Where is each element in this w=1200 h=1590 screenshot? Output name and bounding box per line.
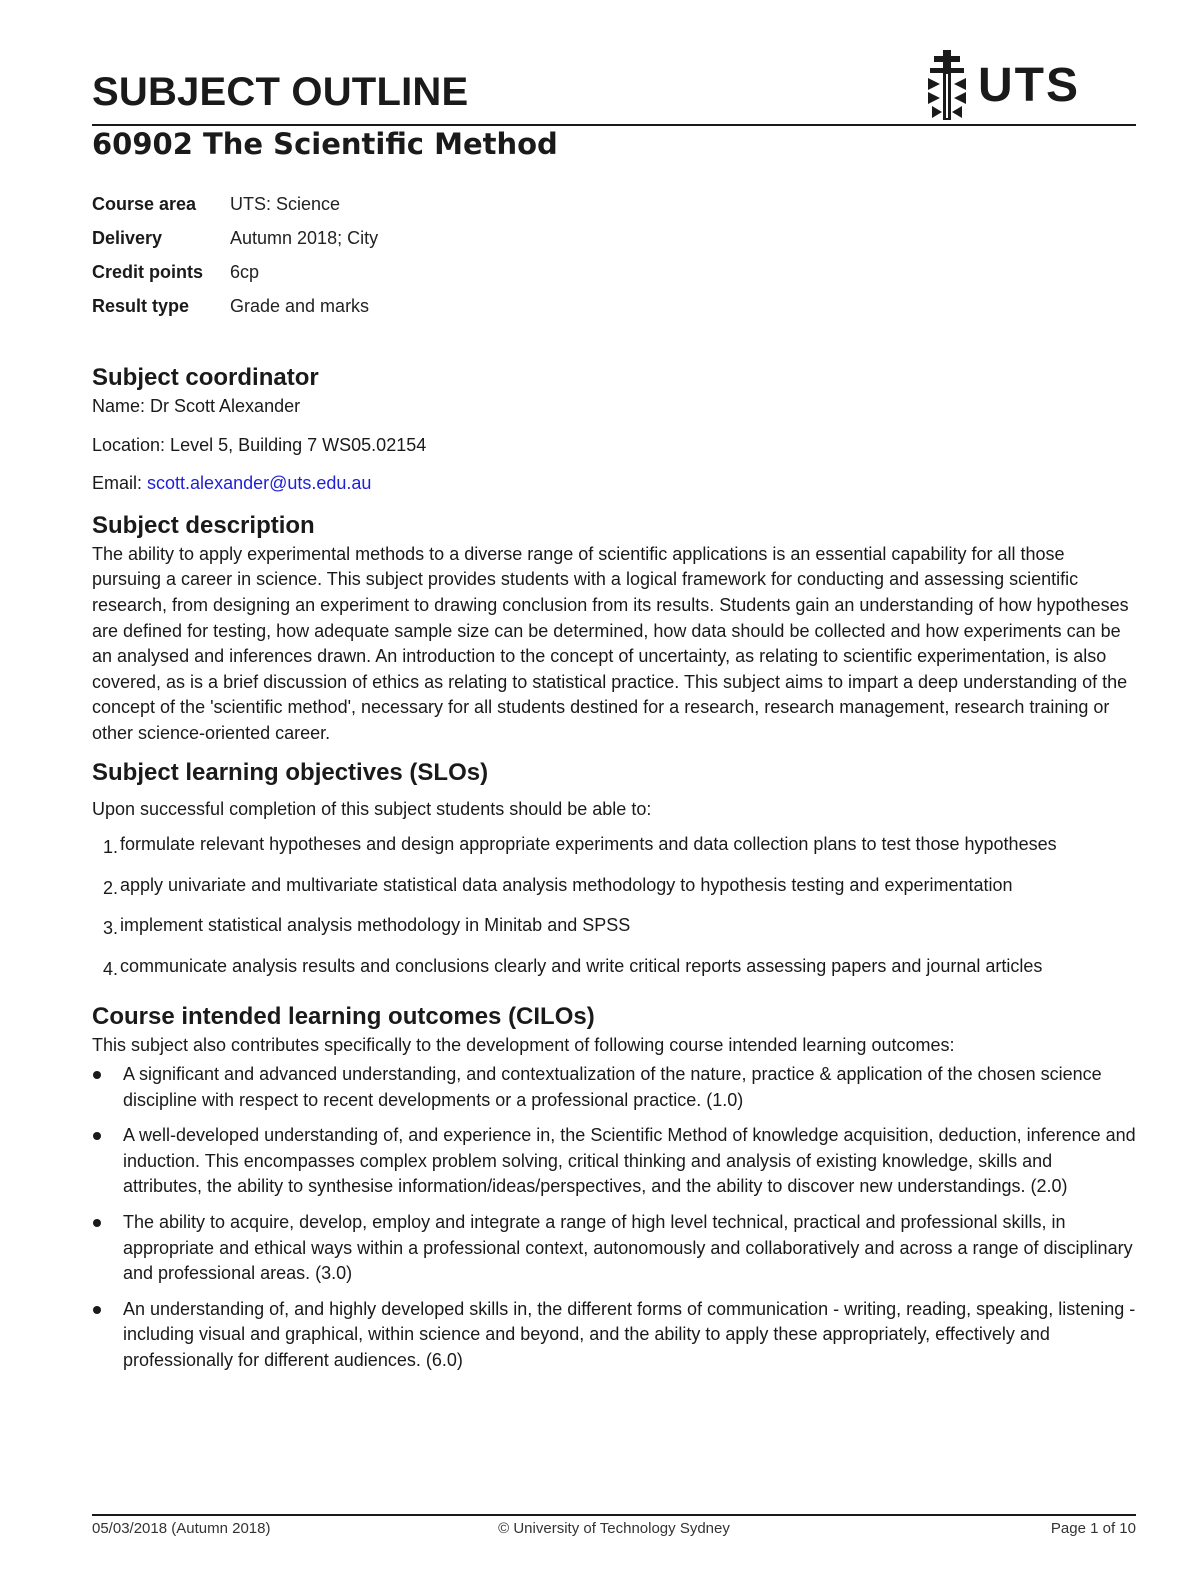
- coordinator-name: Name: Dr Scott Alexander: [92, 396, 301, 416]
- slo-text: formulate relevant hypotheses and design appropriate experiments and data collection plans to test those hypotheses: [120, 834, 1057, 855]
- slo-number: 2.: [102, 877, 118, 898]
- logo-text: UTS: [978, 59, 1080, 112]
- meta-value: Grade and marks: [230, 296, 370, 316]
- slo-item: [92, 954, 1136, 983]
- slo-number: 3.: [102, 918, 118, 939]
- slo-number: 4.: [102, 958, 118, 979]
- coordinator-email-link[interactable]: scott.alexander@uts.edu.au: [147, 473, 372, 494]
- meta-row-result-type: [92, 296, 378, 330]
- meta-label: Delivery: [92, 228, 163, 248]
- cilo-item: [92, 1123, 1136, 1200]
- cilo-list: [92, 1062, 1136, 1374]
- slo-list: [92, 832, 1136, 982]
- subject-title: 60902 The Scientific Method: [92, 127, 558, 161]
- document-title: SUBJECT OUTLINE: [92, 70, 469, 114]
- document-body: [92, 362, 1136, 1384]
- meta-label: Course area: [92, 194, 197, 214]
- meta-label: Credit points: [92, 262, 203, 282]
- meta-row-course-area: [92, 194, 378, 228]
- slo-intro: Upon successful completion of this subject students should be able to:: [92, 798, 652, 819]
- meta-value: UTS: Science: [230, 194, 341, 214]
- footer-page-number: Page 1 of 10: [1050, 1520, 1136, 1537]
- slo-text: communicate analysis results and conclusions clearly and write critical reports assessing papers and journal articles: [120, 955, 1043, 976]
- cilo-text: An understanding of, and highly developed skills in, the different forms of communication - writing, reading, speaking, listening - including visual and graphical, within science and beyond, and the ability to apply these appropriately, effectively and professionally for different audiences. (6.0): [123, 1298, 1136, 1371]
- slo-item: [92, 913, 1136, 942]
- cilo-section: [92, 1001, 1136, 1374]
- cilo-heading: Course intended learning outcomes (CILOs): [92, 1002, 595, 1030]
- slo-item: [92, 873, 1136, 902]
- header-divider: [92, 124, 1136, 126]
- coordinator-section: [92, 362, 1136, 497]
- bullet-icon: [92, 1210, 123, 1287]
- description-section: [92, 510, 1136, 747]
- description-text: The ability to apply experimental methods to a diverse range of scientific applications is an essential capability for all those pursuing a career in science. This subject provides students with a logical framework for conducting and assessing scientific research, from designing an experiment to drawing conclusion from its results. Students gain an understanding of how hypotheses are defined for testing, how adequate sample size can be determined, how data should be collected and how experiments can be an analysed and inferences drawn. An introduction to the concept of uncertainty, as relating to scientific experimentation, is also covered, as is a brief discussion of ethics as relating to statistical practice. This subject aims to impart a deep understanding of the concept of the 'scientific method', necessary for all students destined for a research, research management, research training or other science-oriented career.: [92, 543, 1129, 743]
- subject-meta: [92, 194, 378, 330]
- cilo-text: A well-developed understanding of, and experience in, the Scientific Method of knowledge acquisition, deduction, inference and induction. This encompasses complex problem solving, critical thinking and analysis of existing knowledge, skills and attributes, the ability to synthesise information/ideas/perspectives, and the ability to discover new understandings. (2.0): [123, 1125, 1136, 1197]
- bullet-icon: [92, 1062, 123, 1113]
- slo-number: 1.: [102, 837, 118, 858]
- meta-value: Autumn 2018; City: [230, 228, 379, 248]
- cilo-item: [92, 1210, 1136, 1287]
- cilo-item: [92, 1062, 1136, 1113]
- slo-text: apply univariate and multivariate statistical data analysis methodology to hypothesis testing and experimentation: [120, 874, 1013, 895]
- uts-crest-icon: [926, 50, 968, 120]
- meta-value: 6cp: [230, 262, 260, 282]
- slo-section: [92, 757, 1136, 983]
- bullet-icon: [92, 1297, 123, 1374]
- footer-divider: [92, 1514, 1136, 1516]
- footer-date: 05/03/2018 (Autumn 2018): [92, 1520, 271, 1537]
- page-header: [92, 48, 1136, 128]
- coordinator-email-line: [92, 471, 1136, 497]
- email-label: Email:: [92, 473, 143, 494]
- cilo-intro: This subject also contributes specifically to the development of following course intended learning outcomes:: [92, 1034, 955, 1055]
- coordinator-heading: Subject coordinator: [92, 364, 319, 391]
- slo-heading: Subject learning objectives (SLOs): [92, 758, 489, 786]
- slo-text: implement statistical analysis methodology in Minitab and SPSS: [120, 915, 631, 936]
- cilo-item: [92, 1297, 1136, 1374]
- bullet-icon: [92, 1123, 123, 1200]
- meta-row-credit-points: [92, 262, 378, 296]
- slo-item: [92, 832, 1136, 861]
- description-heading: Subject description: [92, 511, 315, 539]
- cilo-text: A significant and advanced understanding, and contextualization of the nature, practice & application of the chosen science discipline with respect to recent developments or a professional practice. (1.0): [123, 1064, 1102, 1110]
- footer-copyright: © University of Technology Sydney: [498, 1520, 730, 1537]
- cilo-text: The ability to acquire, develop, employ and integrate a range of high level technical, practical and professional skills, in appropriate and ethical ways within a professional context, autonomously and collaboratively and across a range of disciplinary and professional areas. (3.0): [123, 1212, 1133, 1284]
- meta-label: Result type: [92, 296, 190, 316]
- meta-row-delivery: [92, 228, 378, 262]
- coordinator-location: Location: Level 5, Building 7 WS05.02154: [92, 434, 427, 455]
- uts-logo: [926, 48, 1096, 122]
